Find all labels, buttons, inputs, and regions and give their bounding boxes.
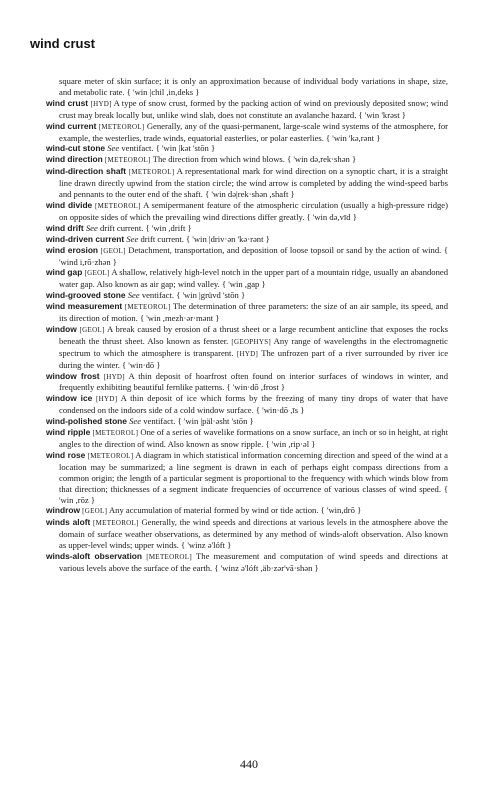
- entry-term: window: [46, 323, 77, 334]
- dictionary-entry: [46, 234, 448, 245]
- field-label: [METEOROL]: [128, 168, 175, 177]
- dictionary-entry: [46, 154, 448, 166]
- pronunciation: { 'win 'kə,rənt }: [326, 132, 381, 143]
- entry-term: wind gap: [46, 267, 83, 278]
- entry-definition: A type of snow crust, formed by the packing action of wind on previously deposited snow; wind crust may break locally but, unlike wind slab, does not constitute an avalanche hazard.: [59, 97, 448, 120]
- entry-definition: drift current.: [140, 233, 184, 244]
- pronunciation: { 'win |kət 'stōn }: [155, 143, 216, 154]
- entry-term: wind-driven current: [46, 233, 125, 244]
- field-label: [METEOROL]: [104, 156, 151, 165]
- dictionary-entry: [46, 223, 448, 234]
- dictionary-entry: [46, 416, 448, 427]
- dictionary-entry: [46, 200, 448, 223]
- dictionary-entry: [46, 166, 448, 200]
- entry-definition: A representational mark for wind direction on a synoptic chart, it is a straight line drawn directly upwind from the station circle; the wind arrow is completed by adding the wind-speed barbs and pennants to the outer end of the shaft.: [59, 166, 448, 200]
- pronunciation: { 'win də|rek·shən ,shaft }: [205, 189, 295, 200]
- dictionary-entry: [46, 290, 448, 301]
- entry-term: wind measurement: [46, 301, 123, 312]
- field-label: [GEOL]: [84, 269, 110, 278]
- dictionary-entry: [46, 245, 448, 268]
- entry-term: wind ripple: [46, 427, 91, 438]
- dictionary-entry: [46, 98, 448, 121]
- entry-term: wind erosion: [46, 244, 99, 255]
- field-label: [HYD]: [96, 395, 118, 404]
- dictionary-entry: [46, 505, 448, 517]
- pronunciation: { 'win 'krəst }: [358, 109, 406, 120]
- see-reference: See: [129, 416, 142, 427]
- pronunciation: { 'win·dō }: [122, 359, 161, 370]
- continued-definition: square meter of skin surface; it is only an approximation because of individual body variations in shape, size, and metabolic rate. { 'win |chil ,in,deks }: [59, 76, 448, 97]
- entry-definition: The measurement and computation of wind speeds and directions at various levels above the surface of the earth.: [59, 551, 448, 573]
- entry-term: wind current: [46, 120, 97, 131]
- entry-definition: ventifact.: [121, 143, 154, 154]
- entry-term: wind-polished stone: [46, 416, 127, 427]
- pronunciation: { 'win ,rōz }: [59, 483, 449, 505]
- entry-term: wind-grooved stone: [46, 290, 126, 301]
- dictionary-entry: [46, 121, 448, 144]
- entry-term: wind crust: [46, 97, 89, 108]
- field-label: [GEOL]: [82, 507, 108, 516]
- entry-definition: ventifact.: [143, 416, 176, 427]
- pronunciation: { 'wind i,rō·zhən }: [59, 244, 448, 267]
- pronunciation: { 'win ,rip·əl }: [265, 439, 316, 449]
- field-label: [METEOROL]: [146, 553, 192, 562]
- entry-definition: ventifact.: [141, 290, 175, 301]
- entry-definition: Generally, any of the quasi-permanent, large-scale wind systems of the atmosphere, for example, the westerlies, trade winds, equatorial easterlies, or polar easterlies.: [59, 120, 449, 143]
- dictionary-entry: [46, 393, 448, 416]
- field-label: [GEOPHYS]: [231, 337, 272, 346]
- entry-definition: Detachment, transportation, and deposition of loose topsoil or sand by the action of wind.: [128, 244, 442, 255]
- field-label: [METEOROL]: [124, 303, 171, 312]
- pronunciation: { 'win |päl·əsht 'stōn }: [177, 416, 254, 427]
- pronunciation: { 'win ,gap }: [221, 279, 266, 290]
- pronunciation: { 'winz ə'lóft ,äb·zər'vā·shən }: [214, 562, 319, 573]
- entry-definition: The determination of three parameters: the size of an air sample, its speed, and its direction of motion.: [59, 301, 448, 324]
- entry-definition: drift current.: [99, 222, 144, 233]
- entry-definition: Any range of wavelengths in the electromagnetic spectrum to which the atmosphere is transparent.: [59, 335, 448, 358]
- entry-term: winds aloft: [46, 517, 91, 528]
- see-reference: See: [127, 290, 140, 301]
- field-label: [METEOROL]: [94, 201, 141, 210]
- field-label: [METEOROL]: [92, 429, 139, 438]
- see-reference: See: [107, 143, 120, 154]
- dictionary-entry: [46, 301, 448, 324]
- entry-definition: Any accumulation of material formed by wind or tide action.: [108, 505, 319, 516]
- pronunciation: { 'win,drō }: [320, 505, 362, 516]
- dictionary-entry: [46, 427, 448, 450]
- entry-term: wind rose: [46, 449, 86, 460]
- entry-list: [46, 76, 448, 574]
- dictionary-entry: [46, 143, 448, 154]
- dictionary-entry: [46, 324, 448, 371]
- entry-term: wind-cut stone: [46, 143, 106, 154]
- see-reference: See: [126, 233, 139, 244]
- see-reference: See: [85, 222, 98, 233]
- entry-term: window ice: [46, 393, 93, 404]
- dictionary-entry: [46, 371, 448, 394]
- entry-definition: The direction from which wind blows.: [152, 154, 285, 165]
- pronunciation: { 'win·dō ,frost }: [226, 382, 286, 393]
- pronunciation: { 'win |driv·ən 'kə·rənt }: [186, 233, 270, 244]
- pronunciation: { 'win də,vīd }: [306, 211, 357, 222]
- entry-term: wind divide: [46, 199, 93, 210]
- entry-term: wind direction: [46, 154, 103, 165]
- running-head: wind crust: [30, 36, 96, 51]
- entry-definition: A diagram in which statistical information concerning direction and speed of the wind at a location may be summarized; a line segment is drawn in each of perhaps eight compass directions from a common origin; the length of a particular segment is proportional to the frequency with which winds blow from that direction; thicknesses of a segment indicate frequencies of occurrence of various classes of wind speed.: [59, 449, 448, 494]
- dictionary-entry: [46, 551, 448, 574]
- field-label: [METEOROL]: [87, 451, 134, 460]
- pronunciation: { 'win ,mezh·ər·mənt }: [139, 313, 220, 324]
- field-label: [HYD]: [90, 99, 112, 108]
- pronunciation: { 'winz ə'lóft }: [181, 540, 232, 551]
- pronunciation: { 'win |grüvd 'stōn }: [176, 290, 246, 301]
- entry-term: winds-aloft observation: [46, 551, 143, 562]
- field-label: [HYD]: [236, 349, 259, 358]
- entry-definition: One of a series of wavelike formations on a snow surface, an inch or so in height, at right angles to the direction of wind. Also known as snow ripple.: [59, 427, 448, 449]
- entry-definition: A break caused by erosion of a thrust sheet or a large recumbent anticline that exposes the rocks beneath the thrust sheet. Also known as fenster.: [59, 323, 448, 346]
- field-label: [HYD]: [103, 372, 125, 381]
- field-label: [GEOL]: [100, 246, 126, 255]
- page-number: 440: [240, 757, 258, 771]
- entry-term: window frost: [46, 370, 100, 381]
- pronunciation: { 'win ,drift }: [145, 222, 192, 233]
- entry-definition: A thin deposit of ice which forms by the freezing of many tiny drops of water that have condensed on the indoors side of a cold window surface.: [59, 393, 448, 416]
- field-label: [METEOROL]: [92, 519, 139, 528]
- entry-definition: The unfrozen part of a river surrounded by river ice during the winter.: [59, 347, 449, 370]
- entry-term: windrow: [46, 505, 80, 516]
- entry-definition: A semipermanent feature of the atmospheric circulation (usually a high-pressure ridge) on opposite sides of which the prevailing wind directions differ greatly.: [59, 199, 448, 222]
- entry-definition: Generally, the wind speeds and directions at various levels in the atmosphere above the domain of surface weather observations, as determined by any method of winds-aloft observation. Also known as upper-level winds; upper winds.: [59, 517, 448, 551]
- pronunciation: { 'win·dō ,īs }: [255, 405, 305, 416]
- entry-definition: A thin deposit of hoarfrost often found on interior surfaces of windows in winter, and frequently exhibiting beautiful fernlike patterns.: [59, 370, 448, 393]
- entry-term: wind drift: [46, 222, 84, 233]
- dictionary-entry: [46, 450, 448, 506]
- entry-term: wind-direction shaft: [46, 166, 127, 177]
- entry-definition: A shallow, relatively high-level notch in the upper part of a mountain ridge, usually an abandoned water gap. Also known as air gap; wind valley.: [59, 267, 448, 290]
- dictionary-entry: [46, 517, 448, 551]
- dictionary-entry: [46, 267, 448, 290]
- field-label: [GEOL]: [79, 325, 105, 334]
- field-label: [METEOROL]: [98, 122, 145, 131]
- pronunciation: { 'win də,rek·shən }: [287, 154, 357, 165]
